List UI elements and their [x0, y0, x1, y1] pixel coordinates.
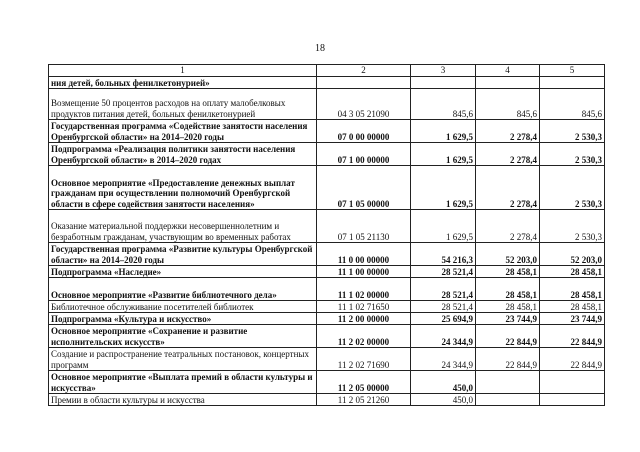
row-value-2016-cell: 2 530,3 [540, 120, 605, 143]
table-row [49, 77, 605, 89]
row-code-cell: 07 1 00 00000 [317, 143, 411, 166]
table-row [49, 371, 605, 394]
row-code-cell: 11 0 00 00000 [317, 243, 411, 266]
row-code-cell [317, 77, 411, 89]
row-value-2016-cell: 52 203,0 [540, 243, 605, 266]
row-value-2016-cell: 22 844,9 [540, 348, 605, 371]
row-value-2014-cell: 450,0 [411, 394, 476, 406]
row-value-2015-cell: 23 744,9 [476, 313, 540, 325]
row-code-cell: 11 2 02 71690 [317, 348, 411, 371]
row-code-cell: 11 1 00 00000 [317, 266, 411, 278]
row-value-2015-cell: 845,6 [476, 89, 540, 120]
row-name-cell: Государственная программа «Содействие занятости населения Оренбургской области» на 2014–2020 годы [49, 120, 317, 143]
row-value-2015-cell [476, 394, 540, 406]
row-name-cell: Государственная программа «Развитие культуры Оренбургской области» на 2014–2020 годы [49, 243, 317, 266]
row-value-2014-cell: 845,6 [411, 89, 476, 120]
row-value-2016-cell: 28 458,1 [540, 301, 605, 313]
row-value-2015-cell: 22 844,9 [476, 325, 540, 348]
row-name-cell: Создание и распространение театральных постановок, концертных программ [49, 348, 317, 371]
header-cell: 3 [411, 65, 476, 77]
row-value-2014-cell [411, 77, 476, 89]
row-value-2014-cell: 25 694,9 [411, 313, 476, 325]
row-value-2015-cell: 22 844,9 [476, 348, 540, 371]
row-value-2015-cell [476, 371, 540, 394]
row-name-cell: Основное мероприятие «Развитие библиотечного дела» [49, 278, 317, 301]
row-value-2016-cell: 845,6 [540, 89, 605, 120]
table-row [49, 166, 605, 210]
row-name-cell: Подпрограмма «Наследие» [49, 266, 317, 278]
table-row [49, 120, 605, 143]
row-name-cell: Библиотечное обслуживание посетителей библиотек [49, 301, 317, 313]
row-value-2014-cell: 28 521,4 [411, 301, 476, 313]
row-value-2015-cell: 2 278,4 [476, 120, 540, 143]
header-cell: 2 [317, 65, 411, 77]
table-row [49, 348, 605, 371]
row-value-2015-cell: 52 203,0 [476, 243, 540, 266]
table-header-row [49, 65, 605, 77]
row-value-2015-cell: 28 458,1 [476, 278, 540, 301]
row-value-2014-cell: 1 629,5 [411, 166, 476, 210]
row-value-2015-cell: 28 458,1 [476, 301, 540, 313]
row-name-cell: Возмещение 50 процентов расходов на оплату малобелковых продуктов питания детей, больных фенилкетонурией [49, 89, 317, 120]
row-name-cell: Основное мероприятие «Выплата премий в области культуры и искусства» [49, 371, 317, 394]
row-name-cell: Оказание материальной поддержки несовершеннолетним и безработным гражданам, участвующим во временных работах [49, 210, 317, 243]
row-value-2016-cell [540, 394, 605, 406]
row-value-2015-cell: 2 278,4 [476, 210, 540, 243]
row-name-cell: ния детей, больных фенилкетонурией» [49, 77, 317, 89]
table-row [49, 313, 605, 325]
table-row [49, 278, 605, 301]
table-row [49, 266, 605, 278]
row-value-2016-cell: 2 530,3 [540, 210, 605, 243]
row-code-cell: 11 1 02 00000 [317, 278, 411, 301]
row-value-2016-cell: 2 530,3 [540, 166, 605, 210]
row-value-2014-cell: 1 629,5 [411, 143, 476, 166]
header-cell: 5 [540, 65, 605, 77]
row-value-2016-cell: 2 530,3 [540, 143, 605, 166]
row-value-2015-cell: 28 458,1 [476, 266, 540, 278]
row-code-cell: 11 2 05 00000 [317, 371, 411, 394]
page-number: 18 [315, 43, 325, 54]
row-code-cell: 04 3 05 21090 [317, 89, 411, 120]
row-code-cell: 11 2 05 21260 [317, 394, 411, 406]
table-row [49, 243, 605, 266]
row-value-2016-cell: 22 844,9 [540, 325, 605, 348]
header-cell: 4 [476, 65, 540, 77]
table-row [49, 89, 605, 120]
row-value-2014-cell: 54 216,3 [411, 243, 476, 266]
row-name-cell: Премии в области культуры и искусства [49, 394, 317, 406]
row-code-cell: 11 1 02 71650 [317, 301, 411, 313]
row-name-cell: Основное мероприятие «Предоставление денежных выплат гражданам при осуществлении полномочий Оренбургской области в сфере содействия занятости населения» [49, 166, 317, 210]
table-row [49, 143, 605, 166]
row-value-2015-cell: 2 278,4 [476, 166, 540, 210]
row-value-2015-cell [476, 77, 540, 89]
row-value-2014-cell: 28 521,4 [411, 266, 476, 278]
row-name-cell: Подпрограмма «Культура и искусство» [49, 313, 317, 325]
row-code-cell: 07 0 00 00000 [317, 120, 411, 143]
row-value-2014-cell: 1 629,5 [411, 120, 476, 143]
row-value-2016-cell: 23 744,9 [540, 313, 605, 325]
row-value-2014-cell: 24 344,9 [411, 325, 476, 348]
row-value-2016-cell [540, 371, 605, 394]
row-code-cell: 11 2 02 00000 [317, 325, 411, 348]
row-value-2014-cell: 450,0 [411, 371, 476, 394]
table-row [49, 394, 605, 406]
row-value-2016-cell [540, 77, 605, 89]
row-value-2014-cell: 28 521,4 [411, 278, 476, 301]
row-value-2016-cell: 28 458,1 [540, 278, 605, 301]
table-row [49, 210, 605, 243]
row-value-2016-cell: 28 458,1 [540, 266, 605, 278]
row-code-cell: 11 2 00 00000 [317, 313, 411, 325]
row-code-cell: 07 1 05 00000 [317, 166, 411, 210]
budget-table [48, 64, 605, 406]
row-value-2014-cell: 1 629,5 [411, 210, 476, 243]
header-cell: 1 [49, 65, 317, 77]
row-value-2015-cell: 2 278,4 [476, 143, 540, 166]
row-code-cell: 07 1 05 21130 [317, 210, 411, 243]
row-value-2014-cell: 24 344,9 [411, 348, 476, 371]
row-name-cell: Подпрограмма «Реализация политики занятости населения Оренбургской области» в 2014–2020 годах [49, 143, 317, 166]
table-row [49, 301, 605, 313]
row-name-cell: Основное мероприятие «Сохранение и развитие исполнительских искусств» [49, 325, 317, 348]
table-row [49, 325, 605, 348]
